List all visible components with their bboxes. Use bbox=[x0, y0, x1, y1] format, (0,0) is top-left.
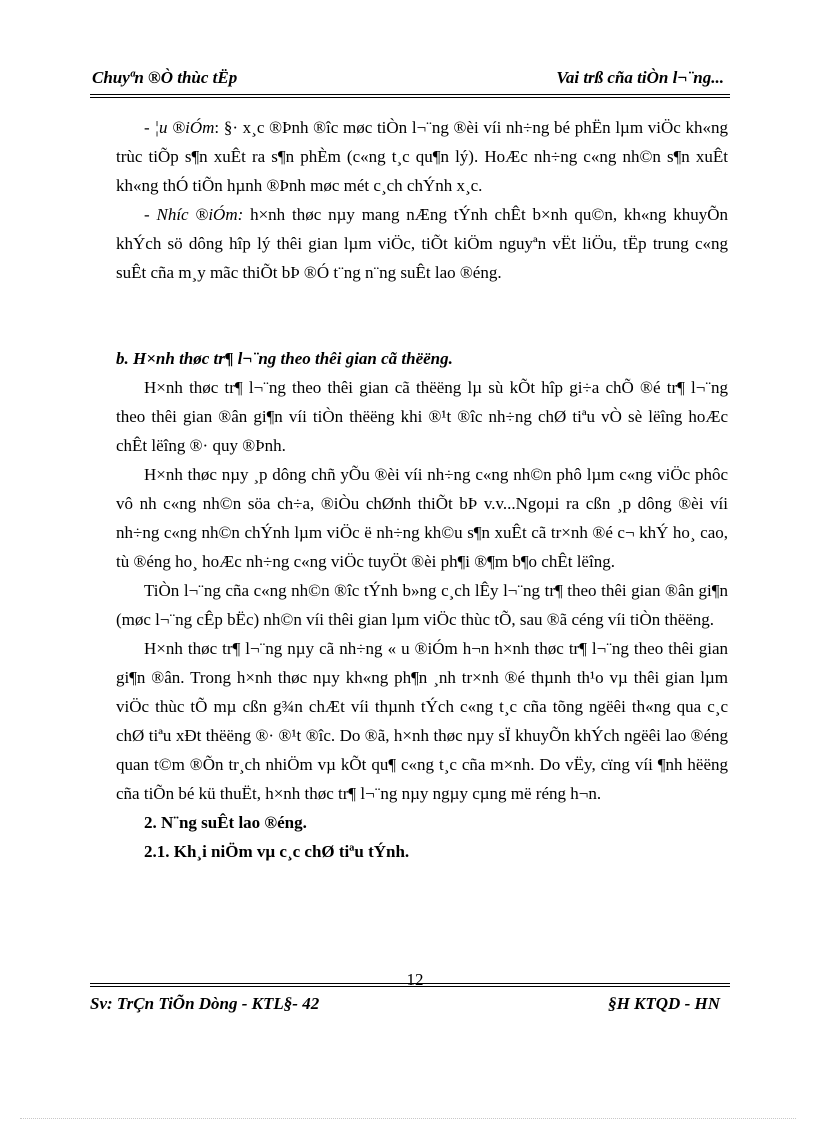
page-number: 12 bbox=[406, 970, 424, 989]
disadvantages-lead: Nhíc ®iÓm: bbox=[156, 205, 244, 224]
paragraph-disadvantages: - Nhíc ®iÓm: h×nh thøc nµy mang nÆng tÝnh chÊt b×nh qu©n, kh«ng khuyÕn khÝch sö dông hîp lý thêi gian lµm viÖc, tiÕt kiÖm nguyªn vËt liÖu, tËp trung c«ng suÊt cña m¸y mãc thiÕt bÞ ®Ó t¨ng n¨ng suÊt lao ®éng. bbox=[116, 205, 728, 282]
header-rule-top bbox=[90, 94, 730, 95]
section-heading-b: b. H×nh thøc tr¶ l¬¨ng theo thêi gian cã thëëng. bbox=[116, 349, 453, 368]
document-body bbox=[116, 113, 728, 866]
paragraph-body: H×nh thøc tr¶ l¬¨ng nµy cã nh÷ng « u ®iÓm h¬n h×nh thøc tr¶ l¬¨ng theo thêi gian gi¶n ®ân. Trong h×nh thøc nµy kh«ng ph¶n ¸nh tr×nh ®é thµnh th¹o vµ thêi gian lµm viÖc thùc tÕ mµ cßn g¾n chÆt víi thµnh tÝch c«ng t¸c cña tõng ngëêi th«ng qua c¸c chØ tiªu xÐt thëëng ®· ®¹t ®îc. Do ®ã, h×nh thøc nµy sÏ khuyÕn khÝch ngëêi lao ®éng quan t©m ®Õn tr¸ch nhiÖm vµ kÕt qu¶ c«ng t¸c cña m×nh. Do vËy, cïng víi ¶nh hëëng cña tiÕn bé kü thuËt, h×nh thøc tr¶ l¬¨ng nµy ngµy cµng më réng h¬n. bbox=[116, 639, 728, 803]
section-heading-2-1: 2.1. Kh¸i niÖm vµ c¸c chØ tiªu tÝnh. bbox=[144, 842, 410, 861]
page-edge-divider bbox=[20, 1118, 796, 1119]
paragraph-body: H×nh thøc nµy ¸p dông chñ yÕu ®èi víi nh÷ng c«ng nh©n phô lµm c«ng viÖc phôc vô nh c«ng nh©n söa ch÷a, ®iÒu chØnh thiÕt bÞ v.v...Ngoµi ra cßn ¸p dông ®èi víi nh÷ng c«ng nh©n chÝnh lµm viÖc ë nh÷ng kh©u s¶n xuÊt cã tr×nh ®é c¬ khÝ ho¸ cao, tù ®éng ho¸ hoÆc nh÷ng c«ng viÖc tuyÖt ®èi ph¶i ®¶m b¶o chÊt lëîng. bbox=[116, 465, 728, 571]
footer-institution: §H KTQD - HN bbox=[608, 994, 720, 1013]
footer-author: Sv: TrÇn TiÕn Dòng - KTL§- 42 bbox=[90, 994, 320, 1013]
paragraph-body: TiÒn l¬¨ng cña c«ng nh©n ®îc tÝnh b»ng c¸ch lÊy l¬¨ng tr¶ theo thêi gian ®ân gi¶n (møc l¬¨ng cÊp bËc) nh©n víi thêi gian lµm viÖc thùc tÕ, sau ®ã céng víi tiÒn thëëng. bbox=[116, 581, 728, 629]
page-header bbox=[90, 64, 730, 94]
header-title-right: Vai trß cña tiÒn l¬¨ng... bbox=[556, 68, 724, 87]
advantages-lead: ¦u ®iÓm bbox=[154, 118, 215, 137]
header-title-left: Chuyªn ®Ò thùc tËp bbox=[92, 68, 238, 87]
paragraph-advantages: - ¦u ®iÓm: §· x¸c ®Þnh ®îc møc tiÒn l¬¨ng ®èi víi nh÷ng bé phËn lµm viÖc kh«ng trùc tiÕp s¶n xuÊt ra s¶n phÈm (c«ng t¸c qu¶n lý). HoÆc nh÷ng c«ng nh©n s¶n xuÊt kh«ng thÓ tiÕn hµnh ®Þnh møc mét c¸ch chÝnh x¸c. bbox=[116, 118, 728, 195]
section-heading-2: 2. N¨ng suÊt lao ®éng. bbox=[144, 813, 307, 832]
header-rule-bottom bbox=[90, 97, 730, 98]
paragraph-body: H×nh thøc tr¶ l¬¨ng theo thêi gian cã thëëng lµ sù kÕt hîp gi÷a chÕ ®é tr¶ l¬¨ng theo thêi gian ®ân gi¶n víi tiÒn thëëng khi ®¹t ®îc nh÷ng chØ tiªu vÒ sè lëîng hoÆc chÊt lëîng ®· quy ®Þnh. bbox=[116, 378, 728, 455]
